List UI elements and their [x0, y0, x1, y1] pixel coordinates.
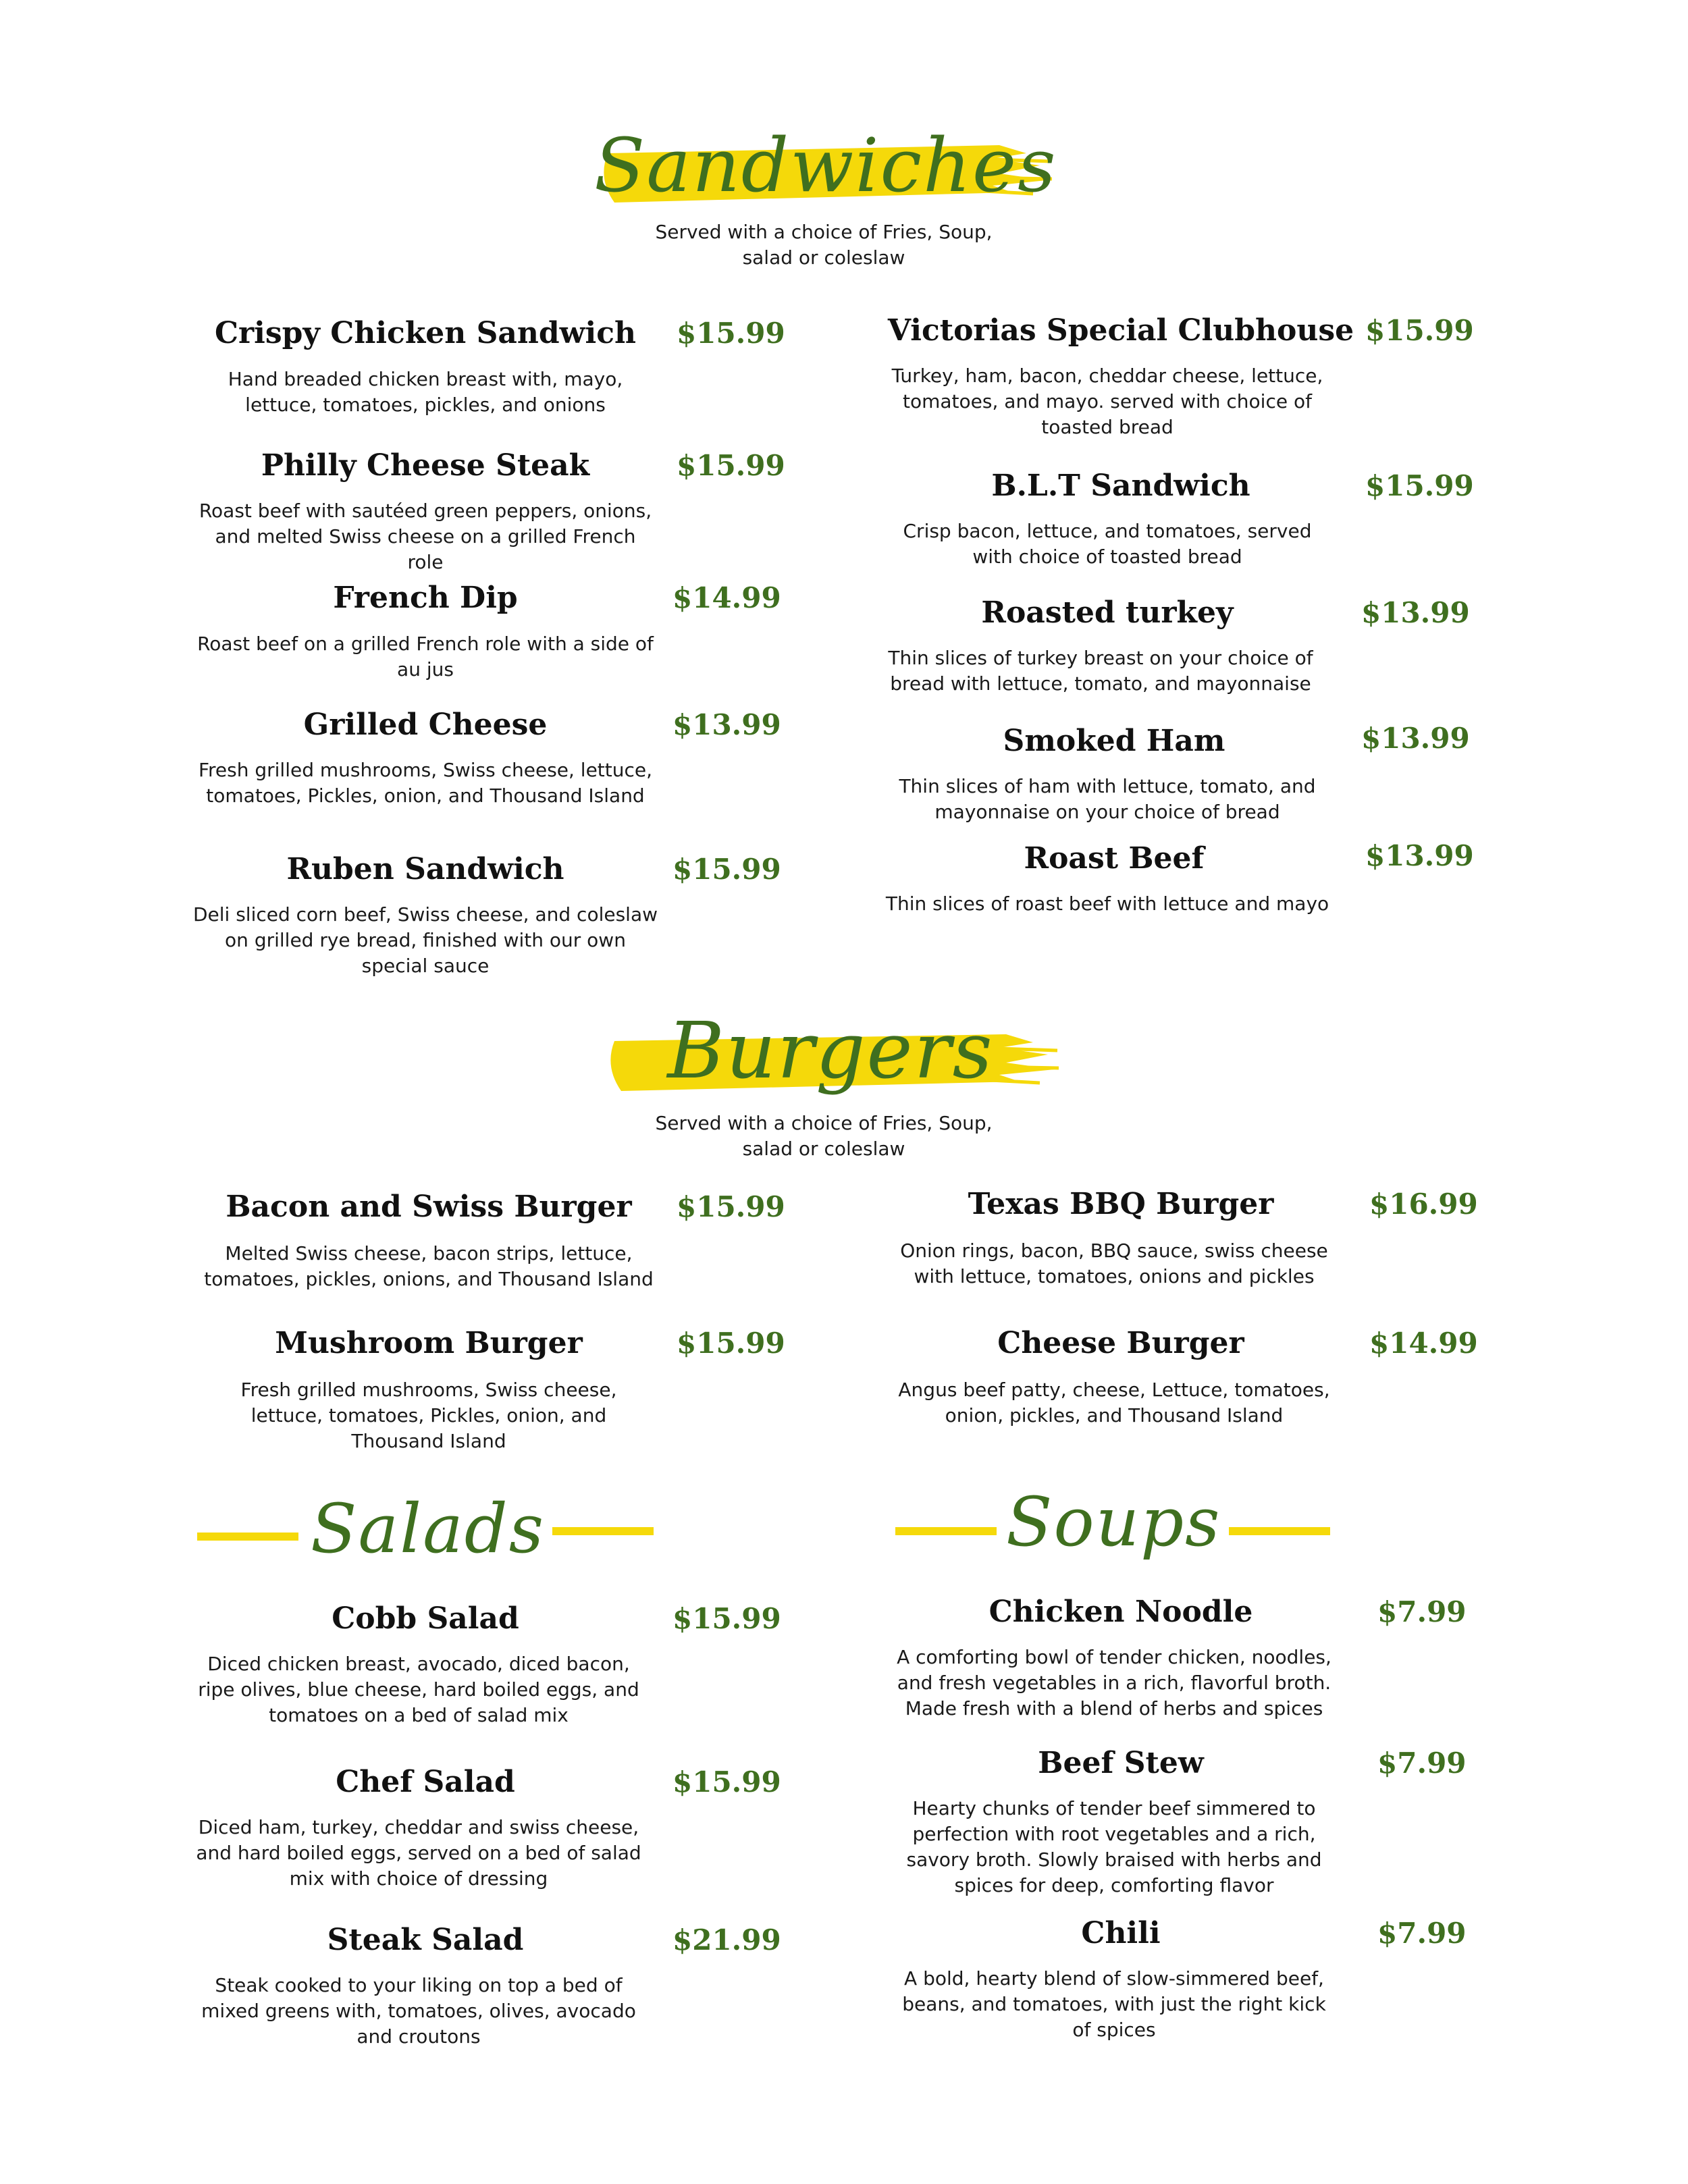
section-subtitle-sandwiches: Served with a choice of Fries, Soup, salad or coleslaw — [655, 221, 993, 269]
item-description: Hand breaded chicken breast with, mayo, lettuce, tomatoes, pickles, and onions — [228, 368, 623, 416]
item-price: $13.99 — [672, 708, 781, 741]
item-price: $15.99 — [677, 317, 785, 350]
item-description: A comforting bowl of tender chicken, noodles, and fresh vegetables in a rich, flavorful broth. Made fresh with a blend of herbs and spices — [897, 1646, 1331, 1720]
item-name: French Dip — [333, 581, 518, 615]
item-price: $15.99 — [1365, 469, 1474, 502]
item-name: Ruben Sandwich — [286, 852, 564, 886]
section-subtitle-burgers: Served with a choice of Fries, Soup, salad or coleslaw — [655, 1112, 993, 1160]
item-price: $14.99 — [672, 581, 781, 614]
item-price: $21.99 — [672, 1923, 781, 1956]
item-description: Hearty chunks of tender beef simmered to perfection with root vegetables and a rich, savory broth. Slowly braised with herbs and spices for deep, comforting flavor — [906, 1797, 1322, 1896]
item-price: $15.99 — [677, 1190, 785, 1223]
item-description: Turkey, ham, bacon, cheddar cheese, lettuce, tomatoes, and mayo. served with choice of toasted bread — [891, 365, 1323, 438]
item-price: $14.99 — [1369, 1327, 1478, 1360]
item-description: Thin slices of ham with lettuce, tomato, and mayonnaise on your choice of bread — [899, 775, 1316, 823]
divider-rule — [197, 1533, 298, 1541]
item-description: Thin slices of roast beef with lettuce and mayo — [885, 893, 1329, 915]
section-title-soups: Soups — [1006, 1483, 1221, 1562]
item-name: Roast Beef — [1024, 841, 1205, 876]
item-description: Fresh grilled mushrooms, Swiss cheese, lettuce, tomatoes, Pickles, onion, and Thousand Island — [198, 759, 653, 807]
item-price: $15.99 — [677, 1327, 785, 1360]
item-price: $7.99 — [1377, 1747, 1467, 1780]
item-price: $13.99 — [1365, 839, 1474, 872]
item-description: Diced ham, turkey, cheddar and swiss cheese, and hard boiled eggs, served on a bed of salad mix with choice of dressing — [196, 1816, 641, 1890]
item-price: $13.99 — [1361, 722, 1470, 755]
item-name: Victorias Special Clubhouse — [887, 313, 1354, 348]
divider-rule — [895, 1527, 997, 1535]
section-title-salads: Salads — [311, 1489, 546, 1568]
item-name: Smoked Ham — [1003, 724, 1225, 758]
item-price: $15.99 — [677, 449, 785, 482]
item-description: Angus beef patty, cheese, Lettuce, tomatoes, onion, pickles, and Thousand Island — [898, 1379, 1330, 1427]
section-title-sandwiches: Sandwiches — [594, 122, 1057, 209]
item-price: $13.99 — [1361, 596, 1470, 629]
item-name: B.L.T Sandwich — [991, 469, 1250, 503]
item-name: Chef Salad — [336, 1765, 515, 1799]
item-price: $15.99 — [672, 1602, 781, 1635]
item-description: Steak cooked to your liking on top a bed of mixed greens with, tomatoes, olives, avocado and croutons — [201, 1974, 636, 2048]
item-price: $15.99 — [672, 1765, 781, 1799]
item-name: Chili — [1081, 1916, 1161, 1950]
item-price: $15.99 — [1365, 314, 1474, 347]
item-name: Grilled Cheese — [303, 708, 548, 742]
item-name: Crispy Chicken Sandwich — [214, 316, 637, 350]
item-description: Crisp bacon, lettuce, and tomatoes, served with choice of toasted bread — [903, 520, 1312, 568]
item-name: Mushroom Burger — [275, 1326, 583, 1360]
item-description: Fresh grilled mushrooms, Swiss cheese, lettuce, tomatoes, Pickles, onion, and Thousand Island — [240, 1379, 617, 1452]
item-name: Cheese Burger — [997, 1326, 1244, 1360]
divider-rule — [552, 1527, 654, 1535]
item-price: $7.99 — [1377, 1595, 1467, 1628]
divider-rule — [1229, 1527, 1330, 1535]
item-description: Roast beef on a grilled French role with a side of au jus — [197, 633, 654, 681]
item-price: $15.99 — [672, 853, 781, 886]
item-description: Deli sliced corn beef, Swiss cheese, and coleslaw on grilled rye bread, finished with our own special sauce — [192, 903, 658, 977]
item-name: Bacon and Swiss Burger — [226, 1190, 632, 1224]
item-description: Thin slices of turkey breast on your choice of bread with lettuce, tomato, and mayonnaise — [888, 647, 1313, 695]
item-name: Roasted turkey — [981, 595, 1234, 630]
item-description: Diced chicken breast, avocado, diced bacon, ripe olives, blue cheese, hard boiled eggs, and tomatoes on a bed of salad mix — [198, 1653, 639, 1726]
item-name: Chicken Noodle — [988, 1595, 1253, 1629]
item-name: Texas BBQ Burger — [968, 1187, 1274, 1221]
item-description: Melted Swiss cheese, bacon strips, lettuce, tomatoes, pickles, onions, and Thousand Island — [204, 1242, 654, 1290]
item-name: Cobb Salad — [332, 1601, 519, 1636]
item-price: $16.99 — [1369, 1188, 1478, 1221]
item-name: Philly Cheese Steak — [261, 448, 590, 483]
section-title-burgers: Burgers — [667, 1006, 994, 1096]
item-price: $7.99 — [1377, 1917, 1467, 1950]
item-description: Roast beef with sautéed green peppers, onions, and melted Swiss cheese on a grilled French role — [199, 500, 652, 573]
item-description: Onion rings, bacon, BBQ sauce, swiss cheese with lettuce, tomatoes, onions and pickles — [900, 1240, 1328, 1287]
item-name: Steak Salad — [327, 1923, 524, 1957]
item-name: Beef Stew — [1038, 1746, 1204, 1780]
item-description: A bold, hearty blend of slow-simmered beef, beans, and tomatoes, with just the right kick of spices — [902, 1967, 1326, 2041]
